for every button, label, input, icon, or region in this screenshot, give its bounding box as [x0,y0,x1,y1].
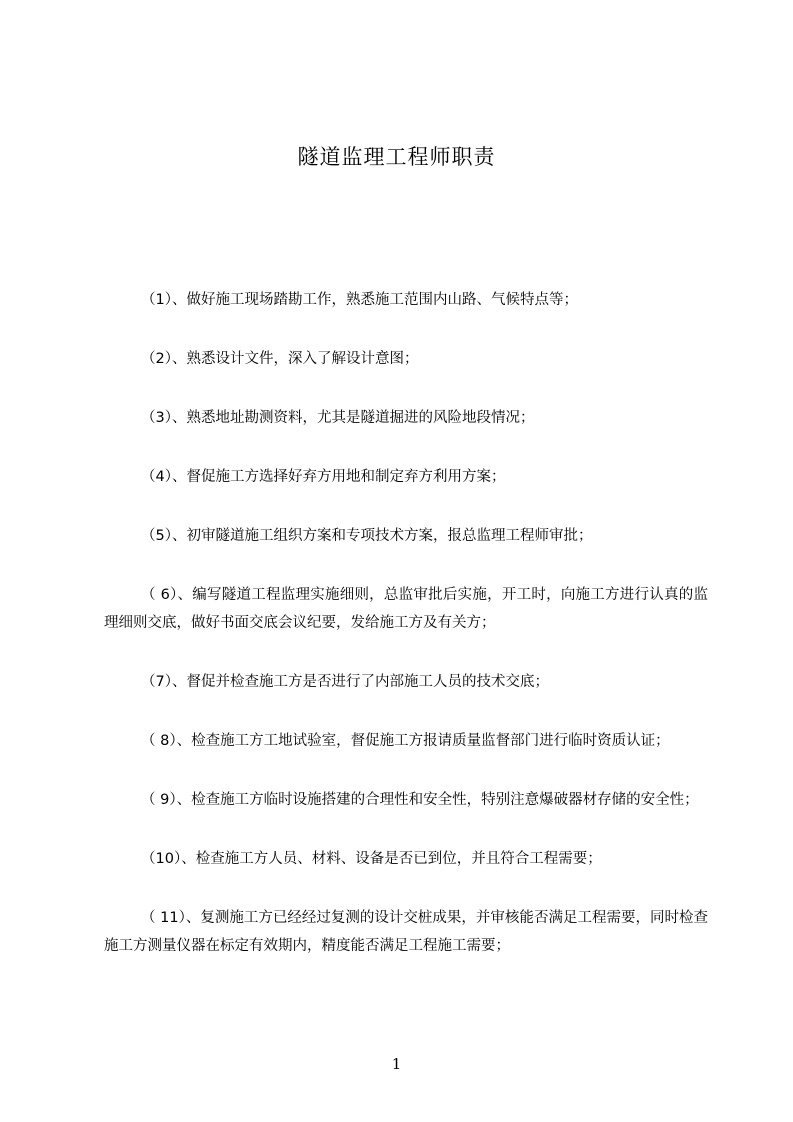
duty-item-3: （3）、熟悉地址勘测资料，尤其是隧道掘进的风险地段情况； [141,410,535,426]
duty-item-1: （1）、做好施工现场踏勘工作，熟悉施工范围内山路、气候特点等； [141,292,578,308]
duties-list [104,286,708,991]
page-title: 隧道监理工程师职责 [297,145,496,169]
duty-item-11: （ 11）、复测施工方已经经过复测的设计交桩成果，并审核能否满足工程需要，同时检查施工方测量仪器在标定有效期内，精度能否满足工程施工需要； [104,910,708,954]
duty-item-6: （ 6）、编写隧道工程监理实施细则，总监审批后实施，开工时，向施工方进行认真的监理细则交底，做好书面交底会议纪要，发给施工方及有关方； [104,587,708,631]
page-number: 1 [391,1055,402,1073]
duty-item-5: （5）、初审隧道施工组织方案和专项技术方案，报总监理工程师审批； [141,528,593,544]
duty-item-8: （ 8）、检查施工方工地试验室，督促施工方报请质量监督部门进行临时资质认证； [141,733,670,749]
duty-item-10: （10）、检查施工方人员、材料、设备是否已到位，并且符合工程需要； [141,851,602,867]
duty-item-9: （ 9）、检查施工方临时设施搭建的合理性和安全性，特别注意爆破器材存储的安全性； [141,792,699,808]
duty-item-2: （2）、熟悉设计文件，深入了解设计意图； [141,351,419,367]
duty-item-7: （7）、督促并检查施工方是否进行了内部施工人员的技术交底； [141,674,549,690]
duty-item-4: （4）、督促施工方选择好弃方用地和制定弃方利用方案； [141,469,506,485]
